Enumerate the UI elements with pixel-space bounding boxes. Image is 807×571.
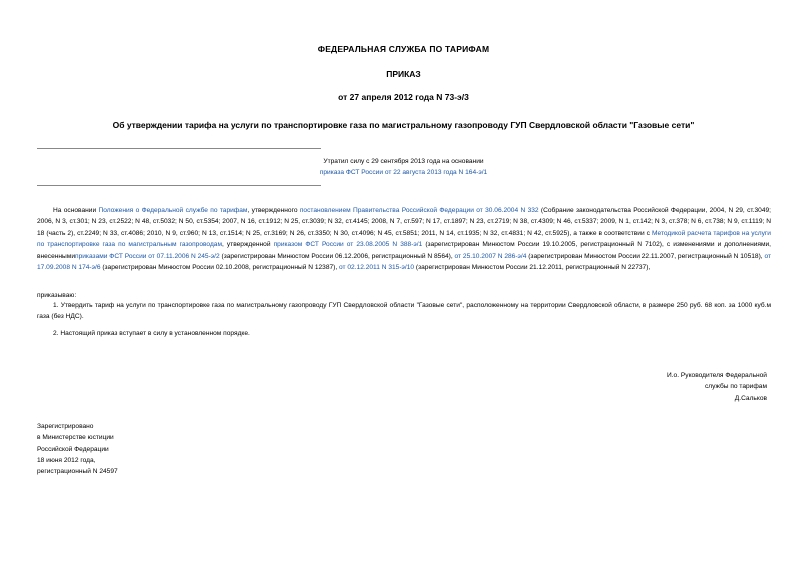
lost-force-line2 — [0, 167, 807, 178]
link-government-decree[interactable]: постановлением Правительства Российской Федерации от 30.06.2004 N 332 — [299, 207, 539, 214]
signature-block — [667, 370, 767, 404]
lost-force-link[interactable]: приказа ФСТ России от 22 августа 2013 года N 164-э/1 — [319, 169, 488, 176]
link-order-286[interactable]: от 25.10.2007 N 286-э/4 — [454, 252, 527, 260]
signature-name: Д.Сальков — [734, 394, 767, 402]
signature-agency: службы по тарифам — [704, 383, 767, 391]
preamble-paragraph: На основании Положения о Федеральной службе по тарифам, утвержденного постановлением Правительства Российской Федерации от 30.06.2004 N 332 (Собрание законодательства Российской Федерации, 2004, N 29, ст.3049; 2006, N 3, ст.301; N 23, ст.2522; N 48, ст.5032; N 50, ст.5354; 2007, N 16, ст.1912; N 25, ст.3039; N 32, ст.4145; 2008, N 7, ст.597; N 17, ст.1897; N 23, ст.2719; N 38, ст.4309; N 46, ст.5337; 2009, N 1, ст.142; N 3, ст.378; N 6, ст.738; N 9, ст.1119; N 18 (часть 2), ст.2249; N 33, ст.4086; 2010, N 9, ст.960; N 13, ст.1514; N 25, ст.3169; N 26, ст.3350; N 30, ст.4096; N 45, ст.5851; 2011, N 14, ст.1935; N 32, ст.4831; N 42, ст.5925), а также в соответствии с Методикой расчета тарифов на услуги по транспортировке газа по магистральным газопроводам, утвержденной приказом ФСТ России от 23.08.2005 N 388-э/1 (зарегистрирован Минюстом России 19.10.2005, регистрационный N 7102), с изменениями и дополнениями, внесеннымиприказами ФСТ России от 07.11.2006 N 245-э/2 (зарегистрирован Минюстом России 06.12.2006, регистрационный N 8564), от 25.10.2007 N 286-э/4 (зарегистрирован Минюстом России 22.11.2007, регистрационный N 10518), от 17.09.2008 N 174-э/6 (зарегистрирован Минюстом России 02.10.2008, регистрационный N 12387), от 02.12.2011 N 315-э/10 (зарегистрирован Минюстом России 21.12.2011, регистрационный N 22737), — [37, 207, 772, 272]
link-order-315[interactable]: от 02.12.2011 N 315-э/10 — [339, 264, 415, 272]
divider-top — [37, 148, 321, 149]
doc-type: ПРИКАЗ — [386, 69, 421, 79]
link-fst-regulation[interactable]: Положения о Федеральной службе по тарифам — [98, 207, 248, 214]
link-order-388[interactable]: приказом ФСТ России от 23.08.2005 N 388-э/1 — [273, 241, 423, 249]
link-orders-245[interactable]: приказами ФСТ России от 07.11.2006 N 245-э/2 — [75, 252, 220, 260]
order-item-1: 1. Утвердить тариф на услуги по транспортировке газа по магистральному газопроводу ГУП Свердловской области "Газовые сети", расположенному на территории Свердловской области, в размере 250 руб. 68 коп. за 1000 куб.м газа (без НДС). — [37, 302, 771, 321]
agency-name: ФЕДЕРАЛЬНАЯ СЛУЖБА ПО ТАРИФАМ — [317, 44, 490, 54]
doc-title: Об утверждении тарифа на услуги по транспортировке газа по магистральному газопроводу ГУП Свердловской области "Газовые сети" — [112, 120, 695, 130]
divider-bottom — [37, 185, 321, 186]
order-word: приказываю: — [37, 292, 77, 299]
link-tariff-methodology[interactable]: Методикой расчета тарифов на услуги по транспортировке газа по магистральным газопроводам — [37, 229, 771, 249]
doc-date-number: от 27 апреля 2012 года N 73-э/3 — [338, 92, 469, 102]
lost-force-note: Утратил силу с 29 сентября 2013 года на основании — [323, 158, 484, 165]
order-item-2: 2. Настоящий приказ вступает в силу в установленном порядке. — [53, 330, 250, 337]
signature-position: И.о. Руководителя Федеральной — [666, 372, 767, 379]
registration-block: Зарегистрировано в Министерстве юстиции Российской Федерации 18 июня 2012 года, регистрационный N 24597 — [37, 423, 118, 476]
link-order-174[interactable]: от 17.09.2008 N 174-э/6 — [37, 252, 771, 272]
